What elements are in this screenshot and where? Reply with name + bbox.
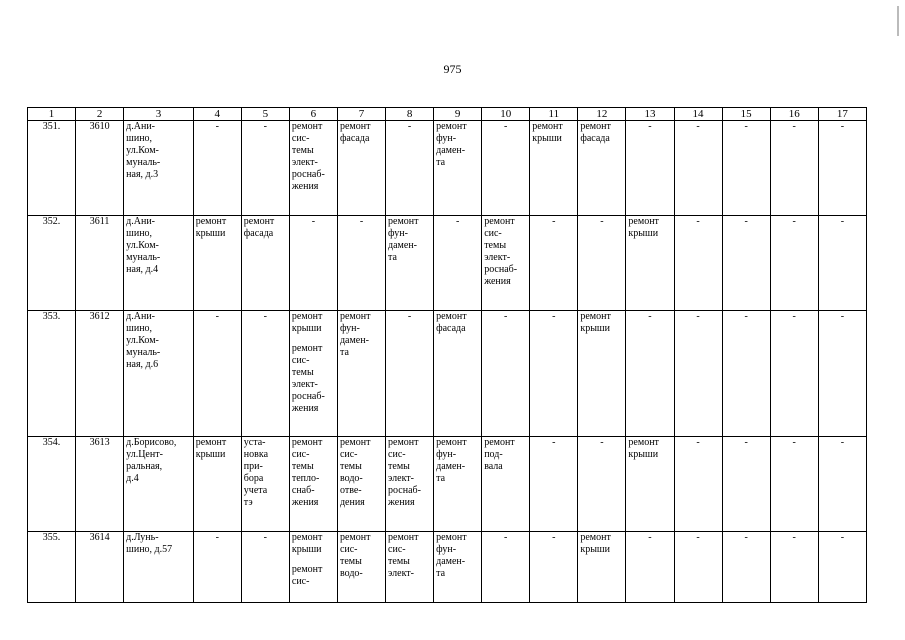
row-number: 354. [28,437,76,532]
work-cell-empty: - [578,216,626,311]
work-cell [289,532,337,603]
work-cell-empty: - [241,121,289,216]
work-item: ремонт фасада [339,121,371,144]
work-cell [434,437,482,532]
column-header-17: 17 [818,108,866,121]
work-item: ремонт фун- дамен- та [436,532,467,579]
work-item: ремонт крыши [291,311,323,334]
work-cell-empty: - [289,216,337,311]
table-body [28,121,867,603]
work-cell-empty: - [818,532,866,603]
work-cell [289,121,337,216]
column-header-12: 12 [578,108,626,121]
work-cell [337,437,385,532]
work-cell-empty: - [722,311,770,437]
work-item: ремонт фун- дамен- та [436,121,467,168]
column-header-3: 3 [124,108,194,121]
work-cell-empty: - [530,532,578,603]
work-cell [482,437,530,532]
work-cell [578,121,626,216]
work-cell [193,437,241,532]
work-cell-empty: - [241,311,289,437]
row-number: 352. [28,216,76,311]
building-code: 3612 [76,311,124,437]
work-item: ремонт крыши [195,437,227,460]
work-cell [241,437,289,532]
work-item: ремонт сис- темы тепло- снаб- жения [291,437,323,508]
table-row [28,437,867,532]
work-item: ремонт сис- темы элект- роснаб- жения [291,343,325,414]
work-item: ремонт фун- дамен- та [436,437,467,484]
work-cell [434,532,482,603]
work-cell-empty: - [770,532,818,603]
row-number: 353. [28,311,76,437]
work-cell-empty: - [770,437,818,532]
work-cell [482,216,530,311]
building-code: 3610 [76,121,124,216]
work-cell-empty: - [674,437,722,532]
scan-edge-mark [897,6,899,36]
column-header-13: 13 [626,108,674,121]
work-cell-empty: - [626,121,674,216]
work-cell-empty: - [818,121,866,216]
work-cell [337,121,385,216]
work-cell-empty: - [386,311,434,437]
work-item: ремонт крыши [580,311,611,334]
work-item: ремонт фасада [243,216,275,239]
work-cell [386,216,434,311]
column-header-6: 6 [289,108,337,121]
work-cell-empty: - [770,216,818,311]
column-header-11: 11 [530,108,578,121]
column-header-8: 8 [386,108,434,121]
work-cell-empty: - [626,532,674,603]
work-cell [626,216,674,311]
work-cell-empty: - [434,216,482,311]
work-cell-empty: - [818,216,866,311]
page-number: 975 [443,62,462,76]
work-item: ремонт фун- дамен- та [339,311,371,358]
work-cell [289,311,337,437]
building-address [124,216,194,311]
column-header-16: 16 [770,108,818,121]
address-text: д.Ани- шино, ул.Ком- муналь- ная, д.3 [126,121,161,180]
row-number: 351. [28,121,76,216]
work-cell-empty: - [770,121,818,216]
column-header-1: 1 [28,108,76,121]
work-item: ремонт фасада [436,311,467,334]
work-item: ремонт сис- темы водо- [339,532,371,579]
work-item: ремонт сис- темы элект- [388,532,419,579]
column-header-7: 7 [337,108,385,121]
work-item: ремонт фасада [580,121,611,144]
work-cell [337,532,385,603]
table-row [28,532,867,603]
building-code: 3614 [76,532,124,603]
work-item: ремонт крыши [628,216,659,239]
column-header-2: 2 [76,108,124,121]
work-cell-empty: - [818,437,866,532]
work-cell [434,121,482,216]
work-cell [193,216,241,311]
work-cell [626,437,674,532]
address-text: д.Лунь- шино, д.57 [126,532,173,555]
work-cell-empty: - [626,311,674,437]
building-code: 3613 [76,437,124,532]
work-item: ремонт сис- [291,564,323,587]
work-cell [434,311,482,437]
column-header-5: 5 [241,108,289,121]
work-cell [386,532,434,603]
work-cell-empty: - [674,311,722,437]
work-cell-empty: - [241,532,289,603]
work-cell [578,532,626,603]
address-text: д.Борисово, ул.Цент- ральная, д.4 [126,437,177,484]
work-cell [337,311,385,437]
work-item: ремонт под- вала [484,437,515,472]
address-text: д.Ани- шино, ул.Ком- муналь- ная, д.4 [126,216,161,275]
work-cell-empty: - [193,121,241,216]
work-cell [386,437,434,532]
work-cell [241,216,289,311]
work-cell-empty: - [482,311,530,437]
work-item: ремонт крыши [532,121,563,144]
work-cell-empty: - [482,532,530,603]
row-number: 355. [28,532,76,603]
work-cell-empty: - [530,311,578,437]
column-header-14: 14 [674,108,722,121]
work-cell-empty: - [337,216,385,311]
work-cell-empty: - [578,437,626,532]
work-cell [289,437,337,532]
work-cell [578,311,626,437]
work-cell-empty: - [193,532,241,603]
building-address [124,121,194,216]
work-cell-empty: - [482,121,530,216]
work-item: ремонт сис- темы водо- отве- дения [339,437,371,508]
work-cell-empty: - [193,311,241,437]
work-item: ремонт сис- темы элект- роснаб- жения [388,437,421,508]
work-cell-empty: - [674,216,722,311]
table-row [28,121,867,216]
work-item: уста- новка при- бора учета тэ [243,437,269,508]
building-address [124,437,194,532]
work-item: ремонт крыши [195,216,227,239]
work-cell-empty: - [386,121,434,216]
building-address [124,311,194,437]
table-row [28,216,867,311]
works-table [27,107,867,603]
work-cell-empty: - [674,532,722,603]
work-cell-empty: - [530,216,578,311]
work-cell-empty: - [770,311,818,437]
column-header-10: 10 [482,108,530,121]
work-item: ремонт сис- темы элект- роснаб- жения [291,121,325,192]
work-item: ремонт крыши [580,532,611,555]
work-cell-empty: - [722,121,770,216]
work-cell-empty: - [530,437,578,532]
address-text: д.Ани- шино, ул.Ком- муналь- ная, д.6 [126,311,161,370]
work-cell-empty: - [722,532,770,603]
work-item: ремонт крыши [291,532,323,555]
work-item: ремонт крыши [628,437,659,460]
work-cell-empty: - [674,121,722,216]
column-header-9: 9 [434,108,482,121]
building-address [124,532,194,603]
work-cell-empty: - [722,216,770,311]
column-header-15: 15 [722,108,770,121]
work-cell [530,121,578,216]
building-code: 3611 [76,216,124,311]
work-cell-empty: - [722,437,770,532]
work-cell-empty: - [818,311,866,437]
table-row [28,311,867,437]
column-header-4: 4 [193,108,241,121]
work-item: ремонт фун- дамен- та [388,216,419,263]
work-item: ремонт сис- темы элект- роснаб- жения [484,216,518,287]
header-row [28,108,867,121]
